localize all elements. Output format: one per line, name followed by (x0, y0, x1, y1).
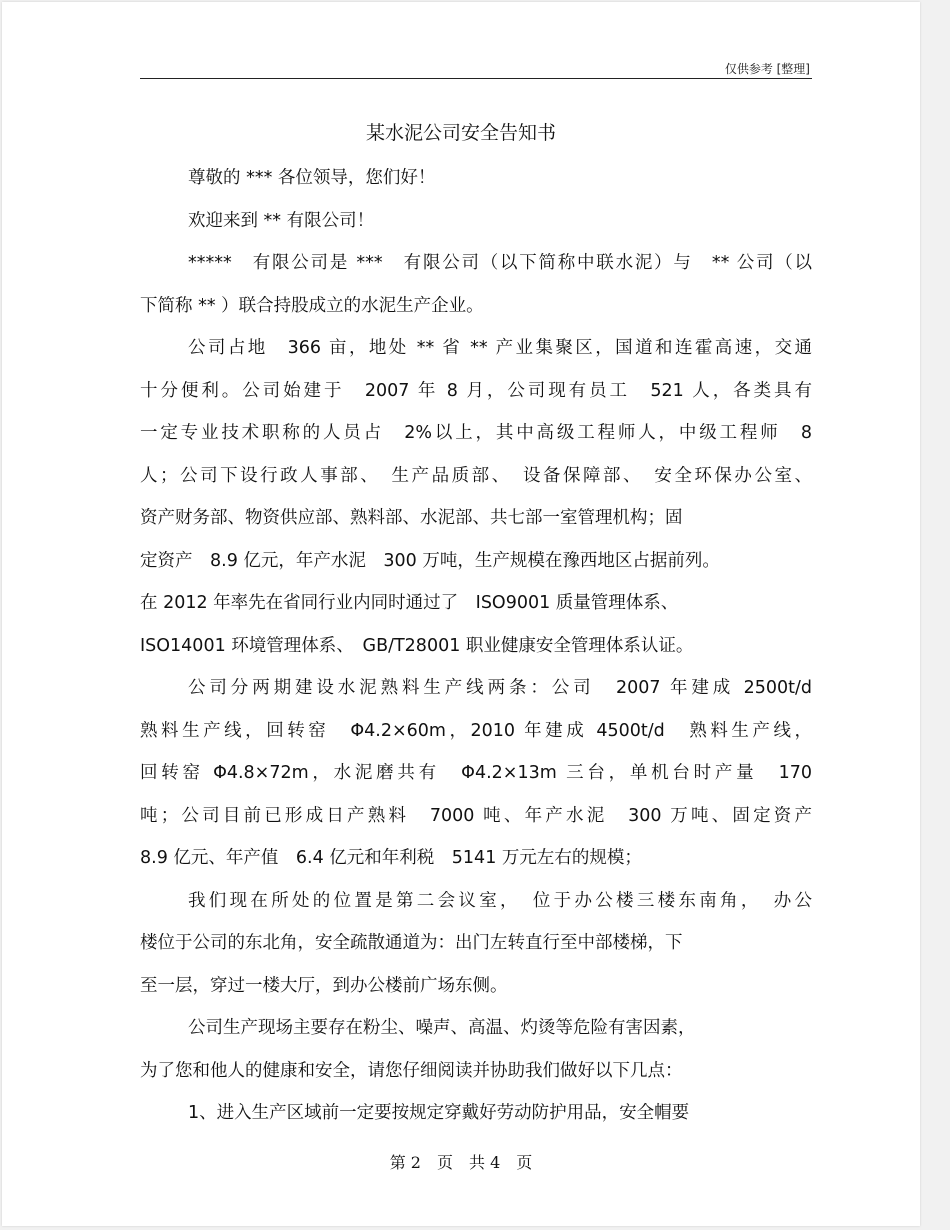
paragraph-line: 公司占地 366 亩，地处 ** 省 ** 产业集聚区，国道和连霍高速，交通 (188, 338, 812, 358)
header-rule (140, 78, 812, 79)
paragraph-line: 一定专业技术职称的人员占 2%以上，其中高级工程师人，中级工程师 8 (140, 423, 812, 443)
welcome-line: 欢迎来到 ** 有限公司！ (188, 210, 375, 231)
paragraph-line: 至一层，穿过一楼大厅，到办公楼前广场东侧。 (140, 975, 508, 996)
paragraph-line: 在 2012 年率先在省同行业内同时通过了 ISO9001 质量管理体系、 (140, 593, 679, 613)
paragraph-line: 十分便利。公司始建于 2007 年 8 月，公司现有员工 521 人，各类具有 (140, 380, 812, 401)
paragraph-line: 楼位于公司的东北角，安全疏散通道为：出门左转直行至中部楼梯，下 (140, 933, 683, 953)
document-body (140, 157, 812, 1135)
paragraph-line: 公司分两期建设水泥熟料生产线两条：公司 2007 年建成 2500t/d (188, 678, 812, 698)
paragraph-line: 下简称 ** ）联合持股成立的水泥生产企业。 (140, 295, 484, 316)
paragraph-line: 吨；公司目前已形成日产熟料 7000 吨、年产水泥 300 万吨、固定资产 (140, 805, 812, 826)
paragraph-line: 为了您和他人的健康和安全，请您仔细阅读并协助我们做好以下几点： (140, 1060, 683, 1081)
paragraph-line: 人；公司下设行政人事部、 生产品质部、 设备保障部、 安全环保办公室、 (140, 465, 812, 486)
greeting-line: 尊敬的 *** 各位领导，您们好！ (188, 168, 436, 188)
page-number: 第 2 页 共 4 页 (389, 1153, 533, 1172)
header-note: 仅供参考 [整理] (724, 62, 810, 76)
paragraph-line: 8.9 亿元、年产值 6.4 亿元和年利税 5141 万元左右的规模； (140, 848, 642, 868)
paragraph-line: 定资产 8.9 亿元，年产水泥 300 万吨，生产规模在豫西地区占据前列。 (140, 550, 720, 571)
paragraph-line: 我们现在所处的位置是第二会议室， 位于办公楼三楼东南角， 办公 (188, 890, 812, 911)
paragraph-line: ***** 有限公司是 *** 有限公司（以下简称中联水泥）与 ** 公司（以 (188, 253, 812, 273)
document-title: 某水泥公司安全告知书 (365, 122, 556, 144)
paragraph-line: 公司生产现场主要存在粉尘、噪声、高温、灼烫等危险有害因素， (188, 1018, 696, 1038)
paragraph-line: 熟料生产线，回转窑 Φ4.2×60m，2010 年建成 4500t/d 熟料生产线， (140, 720, 812, 741)
paragraph-line: ISO14001 环境管理体系、 GB/T28001 职业健康安全管理体系认证。 (140, 635, 694, 656)
document-page (2, 2, 920, 1226)
paragraph-line: 回转窑 Φ4.8×72m，水泥磨共有 Φ4.2×13m 三台，单机台时产量 170 (140, 763, 812, 783)
paragraph-line: 资产财务部、物资供应部、熟料部、水泥部、共七部一室管理机构；固 (140, 508, 683, 528)
list-item-line: 1、进入生产区域前一定要按规定穿戴好劳动防护用品，安全帽要 (188, 1103, 690, 1123)
